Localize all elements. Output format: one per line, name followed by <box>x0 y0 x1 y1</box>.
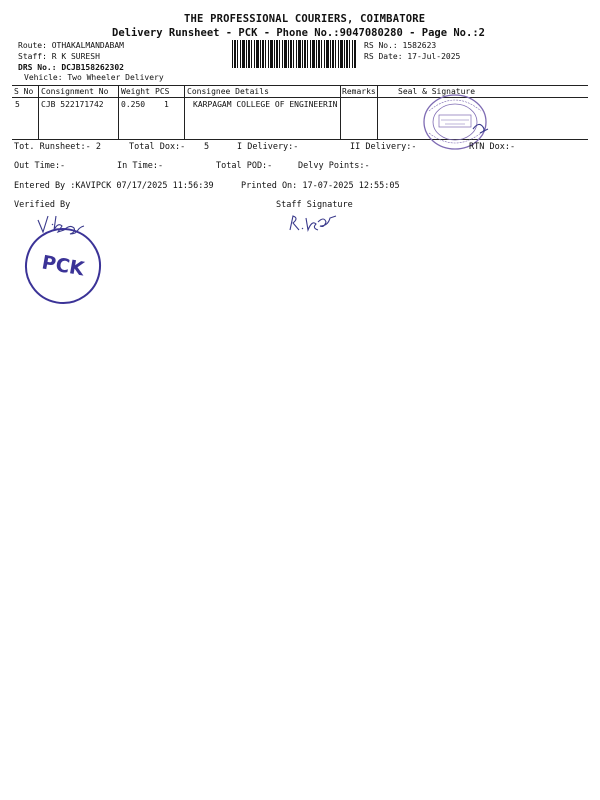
entered-by: Entered By :KAVIPCK 07/17/2025 11:56:39 <box>14 181 214 191</box>
header-pcs: PCS <box>155 87 170 96</box>
total-dox-value: 5 <box>204 142 210 152</box>
in-time: In Time:- <box>117 161 164 171</box>
rs-number: RS No.: 1582623 <box>364 41 437 50</box>
header-consignment: Consignment No <box>41 87 109 96</box>
company-title: THE PROFESSIONAL COURIERS, COIMBATORE <box>184 13 426 25</box>
cell-sno: 5 <box>15 100 20 109</box>
delvy-points: Delvy Points:- <box>298 161 370 171</box>
rtn-dox: RTN Dox:- <box>469 142 516 152</box>
total-dox-label: Total Dox:- <box>129 142 186 152</box>
table-col-divider <box>340 85 341 139</box>
staff-signature <box>288 212 338 234</box>
header-consignee: Consignee Details <box>187 87 269 96</box>
vehicle-label: Vehicle: Two Wheeler Delivery <box>24 73 164 82</box>
ii-delivery: II Delivery:- <box>350 142 417 152</box>
table-col-divider <box>38 85 39 139</box>
tot-runsheet: Tot. Runsheet:- 2 <box>14 142 101 152</box>
table-bottom-border <box>12 139 588 140</box>
staff-signature-label: Staff Signature <box>276 200 353 210</box>
cell-pcs: 1 <box>164 100 169 109</box>
route-label: Route: OTHAKALMANDABAM <box>18 41 124 50</box>
total-pod: Total POD:- <box>216 161 273 171</box>
printed-on: Printed On: 17-07-2025 12:55:05 <box>241 181 400 191</box>
table-top-border <box>12 85 588 86</box>
cell-consignment: CJB 522171742 <box>41 100 104 109</box>
cell-consignee: KARPAGAM COLLEGE OF ENGINEERIN <box>193 100 338 109</box>
table-col-divider <box>118 85 119 139</box>
table-col-divider <box>184 85 185 139</box>
drs-number: DRS No.: DCJB158262302 <box>18 63 124 72</box>
table-col-divider <box>377 85 378 139</box>
barcode <box>232 40 356 68</box>
header-sno: S No <box>14 87 34 96</box>
table-header-border <box>12 97 588 98</box>
out-time: Out Time:- <box>14 161 66 171</box>
rs-date: RS Date: 17-Jul-2025 <box>364 52 461 61</box>
i-delivery: I Delivery:- <box>237 142 299 152</box>
header-seal-signature: Seal & Signature <box>398 87 476 96</box>
staff-label: Staff: R K SURESH <box>18 52 100 61</box>
verified-by-label: Verified By <box>14 200 71 210</box>
pck-stamp-text: PCK <box>40 251 86 281</box>
header-remarks: Remarks <box>342 87 376 96</box>
header-weight: Weight <box>121 87 150 96</box>
pck-stamp <box>19 222 107 310</box>
runsheet-title: Delivery Runsheet - PCK - Phone No.:9047080280 - Page No.:2 <box>112 27 485 39</box>
cell-weight: 0.250 <box>121 100 146 109</box>
